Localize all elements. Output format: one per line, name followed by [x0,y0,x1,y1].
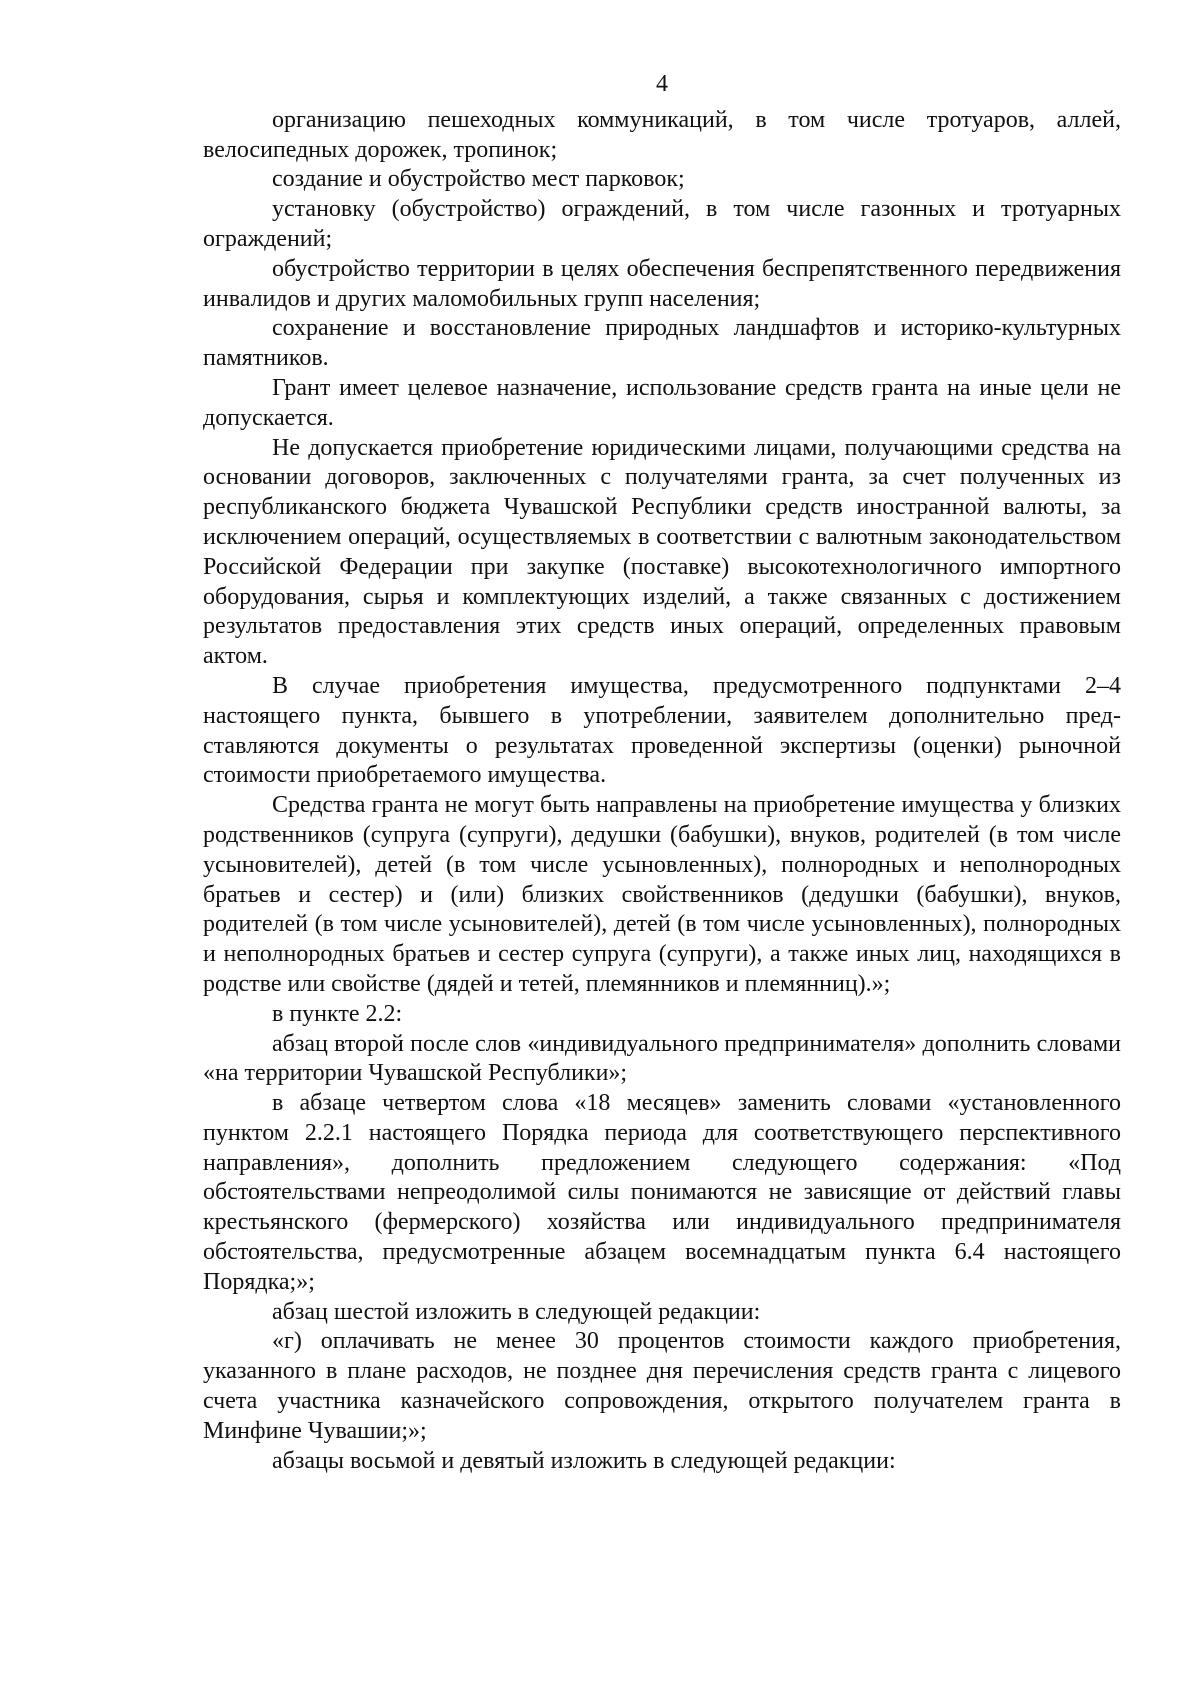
document-page [203,70,1121,1476]
paragraph: Не допускается приобретение юридическими лицами, получающими средства на основании договоров, заключенных с получателями гранта, за счет полученных из республиканского бюджета Чувашской Республики средств иностранной валюты, за исключением операций, осуществляемых в соответствии с валютным законодательством Российской Федерации при закупке (поставке) высокотехнологичного импортного оборудования, сырья и комплектующих изделий, а также связанных с достижением результатов предоставления этих средств иных операций, определенных правовым актом. [203,434,1121,670]
paragraph: в пункте 2.2: [272,1000,403,1027]
paragraph: абзацы восьмой и девятый изложить в следующей редакции: [272,1447,896,1474]
paragraph: Грант имеет целевое назначение, использование средств гранта на иные цели не допускается. [203,374,1121,431]
paragraph: обустройство территории в целях обеспечения беспрепятственного передвижения инвалидов и других маломобильных групп населения; [203,255,1121,312]
paragraph: «г) оплачивать не менее 30 процентов стоимости каждого приобретения, указанного в плане расходов, не позднее дня перечисления средств гранта с лицевого счета участника казначейского сопровождения, открытого получателем гранта в Минфине Чувашии;»; [203,1328,1121,1444]
paragraph: абзац шестой изложить в следующей редакции: [272,1298,761,1325]
paragraph: установку (обустройство) ограждений, в том числе газонных и тротуарных ограждений; [203,196,1121,252]
paragraph: создание и обустройство мест парковок; [272,166,685,193]
paragraph: сохранение и восстановление природных ландшафтов и историко-культурных памятников. [203,315,1121,372]
paragraph: абзац второй после слов «индивидуального предпринимателя» дополнить словами «на территории Чувашской Республики»; [203,1030,1121,1087]
paragraph: организацию пешеходных коммуникаций, в том числе тротуаров, аллей, велосипедных дорожек, тропинок; [203,106,1121,163]
paragraph: Средства гранта не могут быть направлены на приобретение имущества у близких родственников (супруга (супруги), дедушки (бабушки), внуков, родителей (в том числе усыновителей), детей (в том числе усыновленных), полнородных и неполнородных братьев и сестер) и (или) близких свойственников (дедушки (бабушки), внуков, родителей (в том числе усыновителей), детей (в том числе усыновленных), полнородных и неполнородных братьев и сестер супруга (супруги), а также иных лиц, находящихся в родстве или свойстве (дядей и тетей, племянников и племянниц).»; [203,792,1121,997]
page-number: 4 [656,71,668,97]
paragraph: В случае приобретения имущества, предусмотренного подпунктами 2–4 настоящего пункта, бывшего в употреблении, заявителем дополнительно представляются документы о результатах проведенной экспертизы (оценки) рыночной стоимости приобретаемого имущества. [203,672,1121,789]
paragraph: в абзаце четвертом слова «18 месяцев» заменить словами «установленного пунктом 2.2.1 настоящего Порядка периода для соответствующего перспективного направления», дополнить предложением следующего содержания: «Под обстоятельствами непреодолимой силы понимаются не зависящие от действий главы крестьянского (фермерского) хозяйства или индивидуального предпринимателя обстоятельства, предусмотренные абзацем восемнадцатым пункта 6.4 настоящего Порядка;»; [203,1090,1121,1295]
